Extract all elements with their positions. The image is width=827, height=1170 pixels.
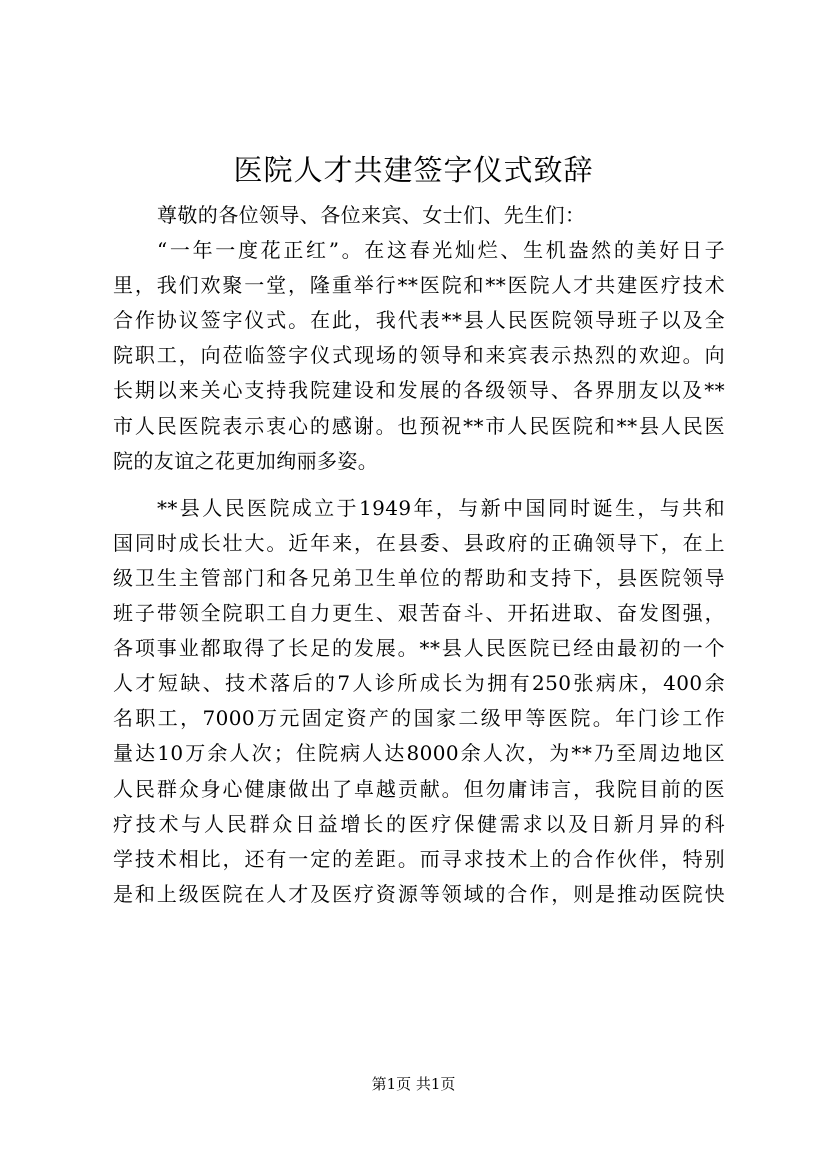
text-line: “一年一度花正红”。在这春光灿烂、生机盎然的美好日子 bbox=[157, 238, 725, 263]
paragraph-salutation bbox=[113, 198, 725, 233]
text-line: 学技术相比，还有一定的差距。而寻求技术上的合作伙伴，特别 bbox=[113, 846, 725, 871]
text-line: 合作协议签字仪式。在此，我代表**县人民医院领导班子以及全 bbox=[113, 308, 725, 333]
text-line: 院职工，向莅临签字仪式现场的领导和来宾表示热烈的欢迎。向 bbox=[113, 343, 725, 368]
text-line: 是和上级医院在人才及医疗资源等领域的合作，则是推动医院快 bbox=[113, 881, 725, 906]
paragraph-spacer bbox=[113, 479, 725, 491]
text-line: 长期以来关心支持我院建设和发展的各级领导、各界朋友以及** bbox=[113, 378, 725, 403]
document-body bbox=[113, 198, 725, 912]
text-line: **县人民医院成立于1949年，与新中国同时诞生，与共和 bbox=[157, 495, 725, 520]
text-line: 疗技术与人民群众日益增长的医疗保健需求以及日新月异的科 bbox=[113, 811, 725, 836]
text-line: 国同时成长壮大。近年来，在县委、县政府的正确领导下，在上 bbox=[113, 530, 725, 555]
text-line: 市人民医院表示衷心的感谢。也预祝**市人民医院和**县人民医 bbox=[113, 413, 725, 438]
text-line: 班子带领全院职工自力更生、艰苦奋斗、开拓进取、奋发图强， bbox=[113, 601, 725, 626]
text-line: 名职工，7000万元固定资产的国家二级甲等医院。年门诊工作 bbox=[113, 706, 725, 731]
page-footer: 第1页 共1页 bbox=[371, 1075, 456, 1093]
paragraph-hospital-history bbox=[113, 491, 725, 912]
text-line: 量达10万余人次；住院病人达8000余人次，为**乃至周边地区 bbox=[113, 741, 725, 766]
text-line: 人民群众身心健康做出了卓越贡献。但勿庸讳言，我院目前的医 bbox=[113, 776, 725, 801]
text-line: 院的友谊之花更加绚丽多姿。 bbox=[113, 448, 379, 473]
text-line: 各项事业都取得了长足的发展。**县人民医院已经由最初的一个 bbox=[113, 636, 725, 661]
text-line: 级卫生主管部门和各兄弟卫生单位的帮助和支持下，县医院领导 bbox=[113, 565, 725, 590]
text-line: 人才短缺、技术落后的7人诊所成长为拥有250张病床，400余 bbox=[113, 671, 725, 696]
paragraph-welcome bbox=[113, 233, 725, 479]
document-title: 医院人才共建签字仪式致辞 bbox=[233, 153, 594, 187]
text-line: 里，我们欢聚一堂，隆重举行**医院和**医院人才共建医疗技术 bbox=[113, 273, 725, 298]
text-line: 尊敬的各位领导、各位来宾、女士们、先生们： bbox=[157, 203, 586, 227]
